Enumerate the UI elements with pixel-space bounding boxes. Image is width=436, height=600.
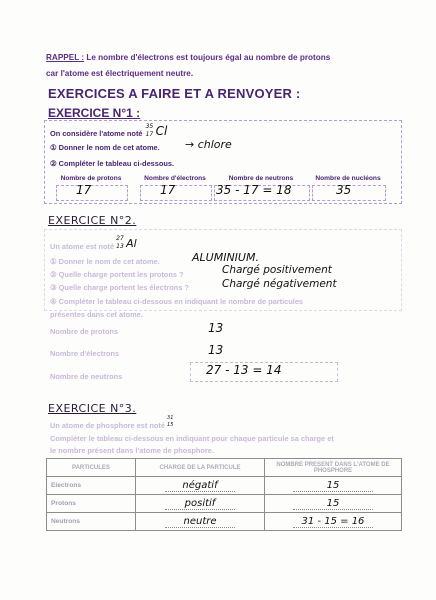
ex2-nuclide xyxy=(116,235,140,254)
ex2-nuclide-symbol: Al xyxy=(126,237,137,250)
ex3-line1: Compléter le tableau ci-dessous en indiquant pour chaque particule sa charge et xyxy=(50,434,334,443)
table-row xyxy=(47,513,402,531)
ex1-ans-nucleons: 35 xyxy=(336,183,352,197)
ex1-cell-protons xyxy=(56,185,128,201)
ex1-col-electrons: Nombre d'électrons xyxy=(144,175,206,182)
ex1-heading: EXERCICE N°1 : xyxy=(48,106,141,120)
rappel-line1: Le nombre d'électrons est toujours égal au nombre de protons xyxy=(84,53,331,62)
ex2-q4: ④ Compléter le tableau ci-dessous en indiquant le nombre de particules xyxy=(50,297,304,306)
ex1-col-protons: Nombre de protons xyxy=(60,175,122,182)
page-title: EXERCICES A FAIRE ET A RENVOYER : xyxy=(48,86,301,101)
ex3-heading: EXERCICE N°3. xyxy=(48,402,137,415)
ex3-line2: le nombre présent dans l'atome de phosphore. xyxy=(50,446,214,455)
ex2-q2: ② Quelle charge portent les protons ? xyxy=(50,270,184,279)
ex1-nuclide-mass: 35 xyxy=(145,123,154,130)
ex1-col-nucleons: Nombre de nucléons xyxy=(315,175,381,182)
ex3-count-protons: 15 xyxy=(293,498,373,510)
ex3-charge-electrons: négatif xyxy=(165,480,235,492)
ex3-particle-protons: Protons xyxy=(47,495,136,513)
ex2-row-protons-label: Nombre de protons xyxy=(50,327,119,336)
ex2-q3: ③ Quelle charge portent les électrons ? xyxy=(50,283,189,292)
ex2-a1: ALUMINIUM. xyxy=(192,251,259,264)
ex3-nuclide-z: 15 xyxy=(167,422,174,428)
ex3-header-row xyxy=(47,459,402,477)
ex2-q1: ① Donner le nom de cet atome. xyxy=(50,257,160,266)
ex1-q1: ① Donner le nom de cet atome. xyxy=(50,143,160,152)
ex2-intro xyxy=(50,235,140,254)
ex3-nuclide-mass: 31 xyxy=(167,415,174,421)
ex1-nuclide xyxy=(145,123,171,141)
ex1-ans-electrons: 17 xyxy=(160,183,176,197)
ex1-nuclide-symbol: Cl xyxy=(155,124,168,138)
rappel-line2: car l'atome est électriquement neutre. xyxy=(46,69,194,78)
ex1-col-neutrons: Nombre de neutrons xyxy=(228,175,294,182)
ex3-count-neutrons: 31 - 15 = 16 xyxy=(293,516,373,528)
ex3-table xyxy=(46,458,402,531)
ex1-intro xyxy=(50,123,171,141)
ex2-a2: Chargé positivement xyxy=(222,264,332,276)
rappel-label: RAPPEL : xyxy=(46,53,85,62)
ex1-q2: ② Compléter le tableau ci-dessous. xyxy=(50,159,175,168)
rappel-block xyxy=(46,50,396,82)
ex3-intro xyxy=(50,415,181,432)
table-row xyxy=(47,495,402,513)
ex3-header-particles: PARTICULES xyxy=(47,459,136,477)
ex3-charge-protons: positif xyxy=(165,498,235,510)
ex2-q4b: présentes dans cet atome. xyxy=(50,310,143,319)
ex1-intro-text: On considère l'atome noté xyxy=(50,128,143,138)
ex3-particle-neutrons: Neutrons xyxy=(47,513,136,531)
ex3-particle-electrons: Electrons xyxy=(47,477,136,495)
ex2-nuclide-mass: 27 xyxy=(116,235,124,242)
ex3-intro-text: Un atome de phosphore est noté xyxy=(50,420,165,430)
ex1-ans-protons: 17 xyxy=(76,183,92,197)
ex2-row-electrons-value: 13 xyxy=(208,343,224,357)
ex3-nuclide xyxy=(167,415,181,432)
ex3-header-charge: CHARGE DE LA PARTICULE xyxy=(136,459,265,477)
ex2-row-electrons-label: Nombre d'électrons xyxy=(50,349,120,358)
ex2-row-protons-value: 13 xyxy=(208,321,224,335)
ex1-ans-neutrons: 35 - 17 = 18 xyxy=(216,183,292,197)
ex2-row-neutrons-value: 27 - 13 = 14 xyxy=(206,363,282,377)
table-row xyxy=(47,477,402,495)
ex2-nuclide-z: 13 xyxy=(116,243,124,250)
ex2-a3: Chargé négativement xyxy=(222,278,337,290)
ex3-header-count: NOMBRE PRESENT DANS L'ATOME DE PHOSPHORE xyxy=(265,459,402,477)
ex1-a1: → chlore xyxy=(185,138,232,151)
ex3-charge-neutrons: neutre xyxy=(165,516,235,528)
ex2-intro-text: Un atome est noté xyxy=(50,241,115,251)
ex1-cell-electrons xyxy=(140,185,212,201)
ex3-count-electrons: 15 xyxy=(293,480,373,492)
ex2-row-neutrons-label: Nombre de neutrons xyxy=(50,372,123,381)
ex1-nuclide-z: 17 xyxy=(145,131,154,138)
ex2-heading: EXERCICE N°2. xyxy=(48,214,137,227)
